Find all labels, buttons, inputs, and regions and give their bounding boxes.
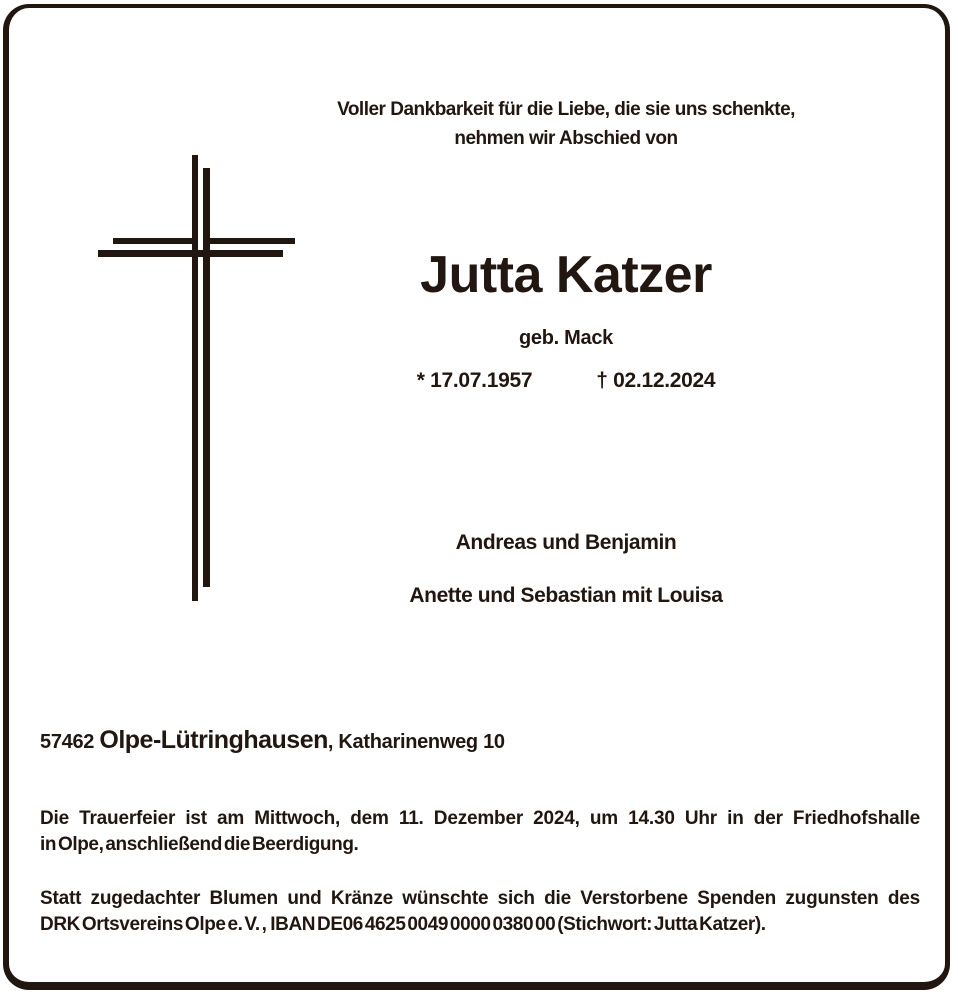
donation-info-paragraph [40, 886, 920, 938]
street-address: , Katharinenweg 10 [327, 731, 505, 753]
address-line [40, 726, 920, 755]
death-date: † 02.12.2024 [596, 369, 716, 392]
birth-date: * 17.07.1957 [416, 369, 533, 392]
funeral-info-line-1: Die Trauerfeier ist am Mittwoch, dem 11. Dezember 2024, um 14.30 Uhr in der Friedhofshalle [40, 808, 920, 829]
donation-info-line-2: DRK Ortsvereins Olpe e. V. , IBAN DE06 4625 0049 0000 0380 00 (Stichwort: Jutta Katzer). [40, 914, 766, 935]
donation-info-line-1: Statt zugedachter Blumen und Kränze wünschte sich die Verstorbene Spenden zugunsten des [40, 888, 920, 909]
intro-text [286, 95, 846, 153]
funeral-info-line-2: in Olpe, anschließend die Beerdigung. [40, 834, 359, 855]
mourners-line: Andreas und Benjamin [455, 531, 677, 554]
deceased-name: Jutta Katzer [420, 246, 712, 304]
funeral-info-paragraph [40, 806, 920, 858]
mourners-line: Anette und Sebastian mit Louisa [409, 584, 723, 607]
postal-code: 57462 [40, 731, 100, 753]
maiden-name: geb. Mack [519, 327, 613, 349]
intro-line-1: Voller Dankbarkeit für die Liebe, die sie uns schenkte, [337, 99, 795, 120]
cross-icon [98, 155, 296, 605]
intro-line-2: nehmen wir Abschied von [454, 128, 678, 149]
city-name: Olpe-Lütringhausen [99, 726, 328, 754]
life-dates [286, 369, 846, 393]
